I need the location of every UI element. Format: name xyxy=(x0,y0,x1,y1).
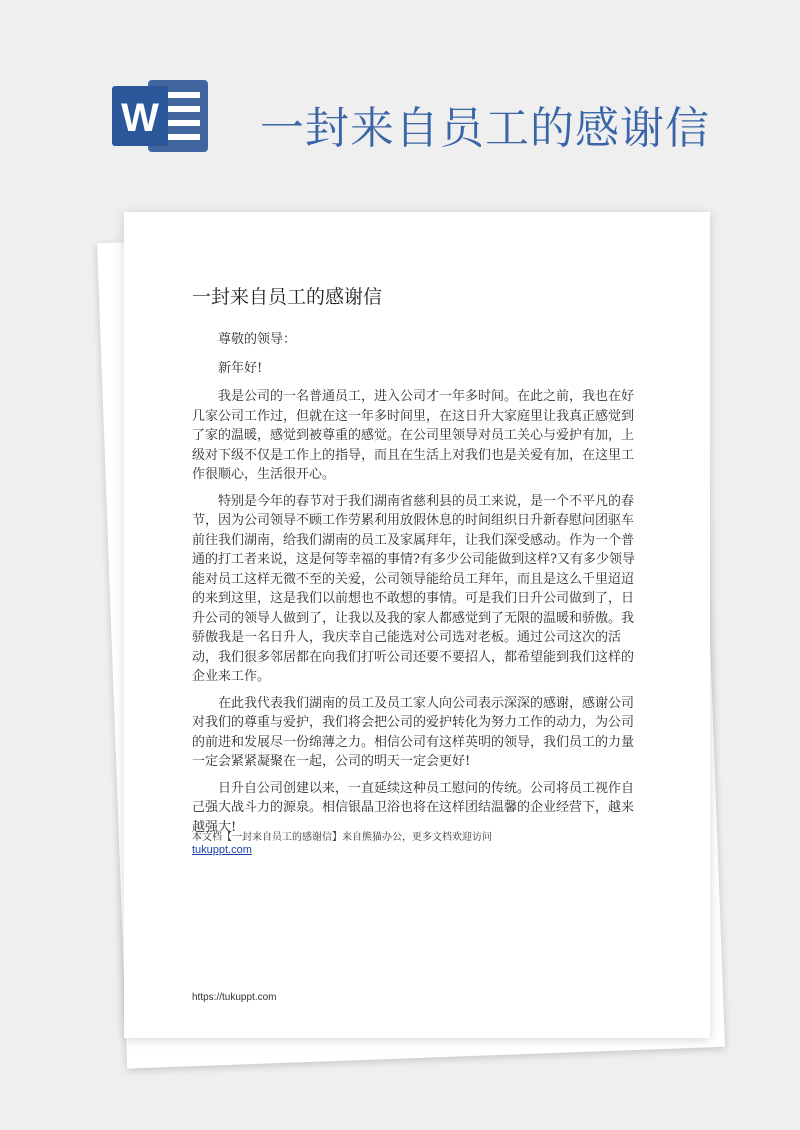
header-title: 一封来自员工的感谢信 xyxy=(260,103,710,154)
word-logo-letter: W xyxy=(121,96,159,140)
document-page xyxy=(124,212,710,1038)
salutation: 尊敬的领导： xyxy=(218,332,297,347)
footer-note: 本文档【一封来自员工的感谢信】来自熊猫办公，更多文档欢迎访问 xyxy=(192,832,492,843)
footer-link[interactable]: tukuppt.com xyxy=(192,844,252,856)
paragraph-2: 特别是今年的春节对于我们湖南省慈利县的员工来说，是一个不平凡的春节，因为公司领导不顾工作劳累利用放假休息的时间组织日升新春慰问团驱车前往我们湖南，给我们湖南的员工及家属拜年，让我们深受感动。作为一个普通的打工者来说，这是何等幸福的事情?有多少公司能做到这样?又有多少领导能对员工这样无微不至的关爱，公司领导能给员工拜年，而且是这么千里迢迢的来到这里，这是我们以前想也不敢想的事情。可是我们日升公司做到了，日升公司的领导人做到了，让我以及我的家人都感觉到了无限的温暖和骄傲。我骄傲我是一名日升人，我庆幸自己能选对公司选对老板。通过公司这次的活动，我们很多邻居都在向我们打听公司还要不要招人，都希望能到我们这样的企业来工作。 xyxy=(192,493,635,684)
word-document-icon xyxy=(112,76,212,156)
greeting: 新年好! xyxy=(218,360,263,376)
paragraph-1: 我是公司的一名普通员工，进入公司才一年多时间。在此之前，我也在好几家公司工作过，但就在这一年多时间里，在这日升大家庭里让我真正感觉到了家的温暖，感觉到被尊重的感觉。在公司里领导对员工关心与爱护有加，上级对下级不仅是工作上的指导，而且在生活上对我们也是关爱有加，在这里工作很顺心，生活很开心。 xyxy=(192,389,635,482)
header xyxy=(0,0,800,200)
paragraph-4: 日升自公司创建以来，一直延续这种员工慰问的传统。公司将员工视作自己强大战斗力的源泉。相信银晶卫浴也将在这样团结温馨的企业经营下，越来越强大! xyxy=(192,780,635,835)
document-body xyxy=(192,330,636,844)
paragraph-3: 在此我代表我们湖南的员工及员工家人向公司表示深深的感谢，感谢公司对我们的尊重与爱护，我们将会把公司的爱护转化为努力工作的动力，为公司的前进和发展尽一份绵薄之力。相信公司有这样英明的领导，我们员工的力量一定会紧紧凝聚在一起，公司的明天一定会更好! xyxy=(192,695,635,769)
page-url: https://tukuppt.com xyxy=(192,992,277,1003)
document-title: 一封来自员工的感谢信 xyxy=(192,286,383,308)
